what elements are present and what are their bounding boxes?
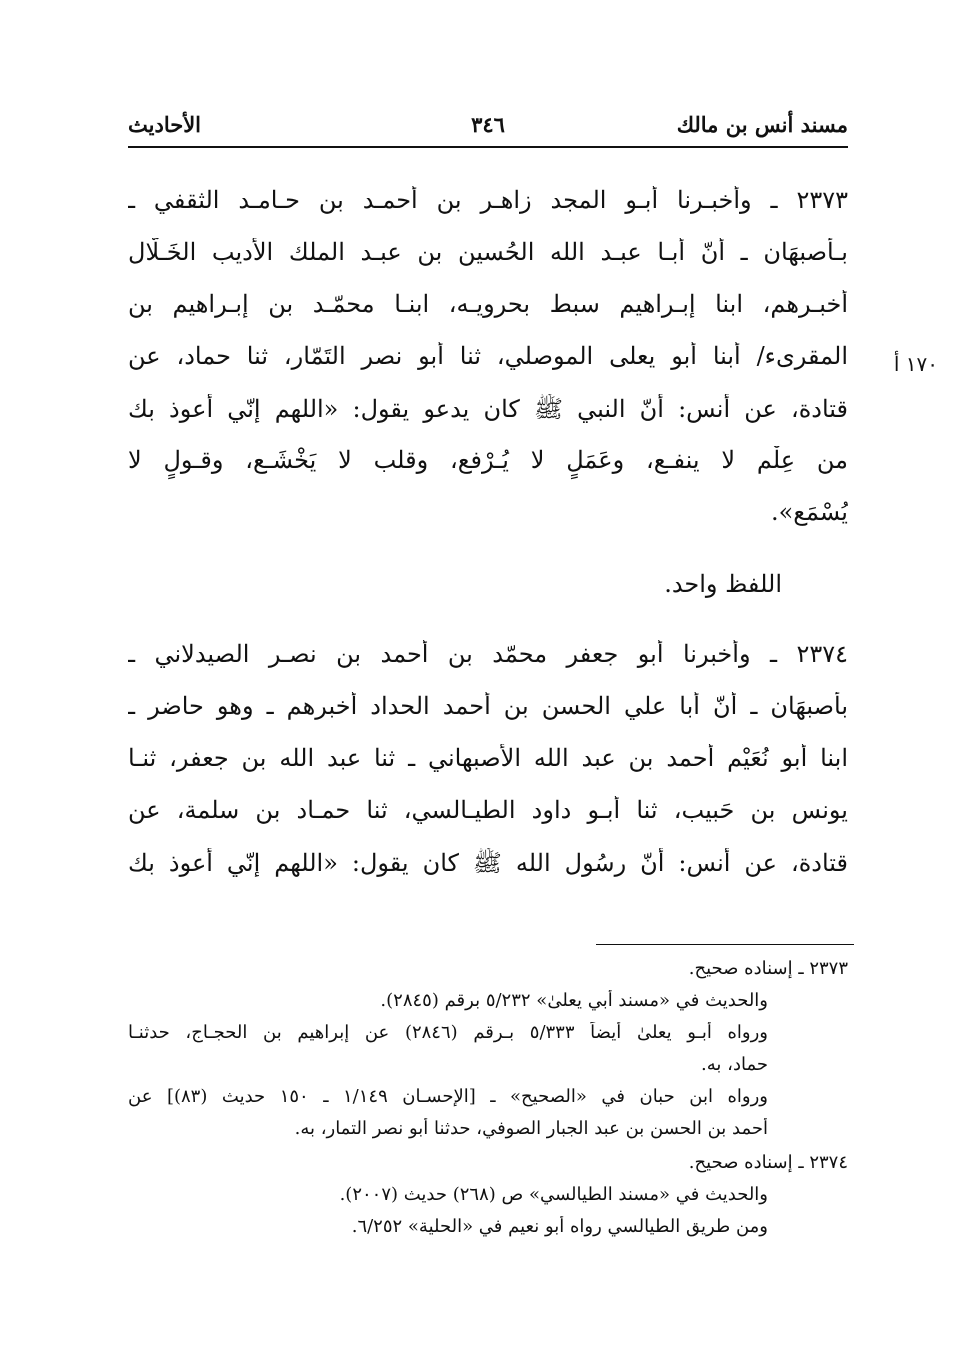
lafz-note: اللفظ واحد.	[664, 570, 782, 598]
footnote-line: ومن طريق الطيالسي رواه أبو نعيم في «الحلية» ٦/٢٥٢.	[351, 1216, 768, 1237]
hadith-line: المقرىء/ أبنا أبو يعلى الموصلي، ثنا أبو نصر التَمّار، ثنا حماد، عن	[128, 342, 848, 370]
hadith-line: ٢٣٧٣ ـ وأخبـرنا أبـو المجد زاهـر بن أحمـد بن حـامـد الثقفي ـ	[128, 186, 848, 214]
footnote-2374-label: ٢٣٧٤ ـ إسناده صحيح.	[688, 1152, 848, 1173]
footnote-line: ورواه أبـو يعلىٰ أيضاً ٥/٣٣٣ بـرقم (٢٨٤٦) عن إبراهيم بن الحجـاج، حدثنـا	[128, 1022, 768, 1043]
header-divider	[128, 146, 848, 148]
footnote-line: والحديث في «مسند أبي يعلىٰ» ٥/٢٣٢ برقم (٢٨٤٥).	[380, 990, 768, 1011]
footnote-line: حماد، به.	[701, 1054, 768, 1075]
hadith-line: من عِلْم لا ينفـع، وعَمَلٍ لا يُـرْفع، وقلب لا يَخْشَـع، وقـولٍ لا	[128, 446, 848, 474]
hadith-line: بأصبهَان ـ أنّ أبا علي الحسن بن أحمد الحداد أخبرهم ـ وهو حاضر ـ	[128, 692, 848, 720]
hadith-line: ابنا أبو نُعَيْم أحمد بن عبد الله الأصبهاني ـ ثنا عبد الله بن جعفر، ثنـا	[128, 744, 848, 772]
header-section-title: الأحاديث	[128, 112, 202, 137]
hadith-2374	[128, 640, 848, 910]
header-book-title: مسند أنس بن مالك	[676, 112, 848, 137]
hadith-line: يُسْمَع».	[770, 498, 848, 526]
footnote-divider	[596, 944, 854, 945]
manuscript-folio-note: ١٧٠ أ	[893, 352, 938, 376]
hadith-line: قتادة، عن أنس: أنّ رسُول الله ﷺ كان يقول: «اللهم إنّي أعوذ بك	[128, 849, 848, 877]
hadith-line: أخبـرهم، ابنا إبـراهيم سبط بحرويـه، ابنـا محمّـد بن إبـراهيم بن	[128, 290, 848, 318]
page-number: ٣٤٦	[471, 112, 505, 137]
footnote-line: أحمد بن الحسن بن عبد الجبار الصوفي، حدثنا أبو نصر التمار، به.	[294, 1118, 768, 1139]
footnote-line: ورواه ابن حبان في «الصحيح» ـ [الإحسـان ١/١٤٩ ـ ١٥٠ حديث (٨٣)] عن	[128, 1086, 768, 1107]
page-header	[128, 112, 848, 146]
footnote-line: والحديث في «مسند الطيالسي» ص (٢٦٨) حديث (٢٠٠٧).	[339, 1184, 768, 1205]
hadith-line: بـأصبهَان ـ أنّ أبـا عبـد الله الحُسين بن عبـد الملك الأديب الخَـلّال	[128, 238, 848, 266]
hadith-line: يونس بن حَبيب، ثنا أبـو داود الطيـالسي، ثنا حمـاد بن سلمة، عن	[128, 796, 848, 824]
hadith-line: ٢٣٧٤ ـ وأخبرنا أبو جعفر محمّد بن أحمد بن نصـر الصيدلاني ـ	[128, 640, 848, 668]
lafz-note-block	[128, 570, 848, 610]
footnote-2373-label: ٢٣٧٣ ـ إسناده صحيح.	[688, 958, 848, 979]
hadith-2373	[128, 186, 848, 556]
hadith-line: قتادة، عن أنس: أنّ النبي ﷺ كان يدعو يقول: «اللهم إنّي أعوذ بك	[128, 395, 848, 423]
